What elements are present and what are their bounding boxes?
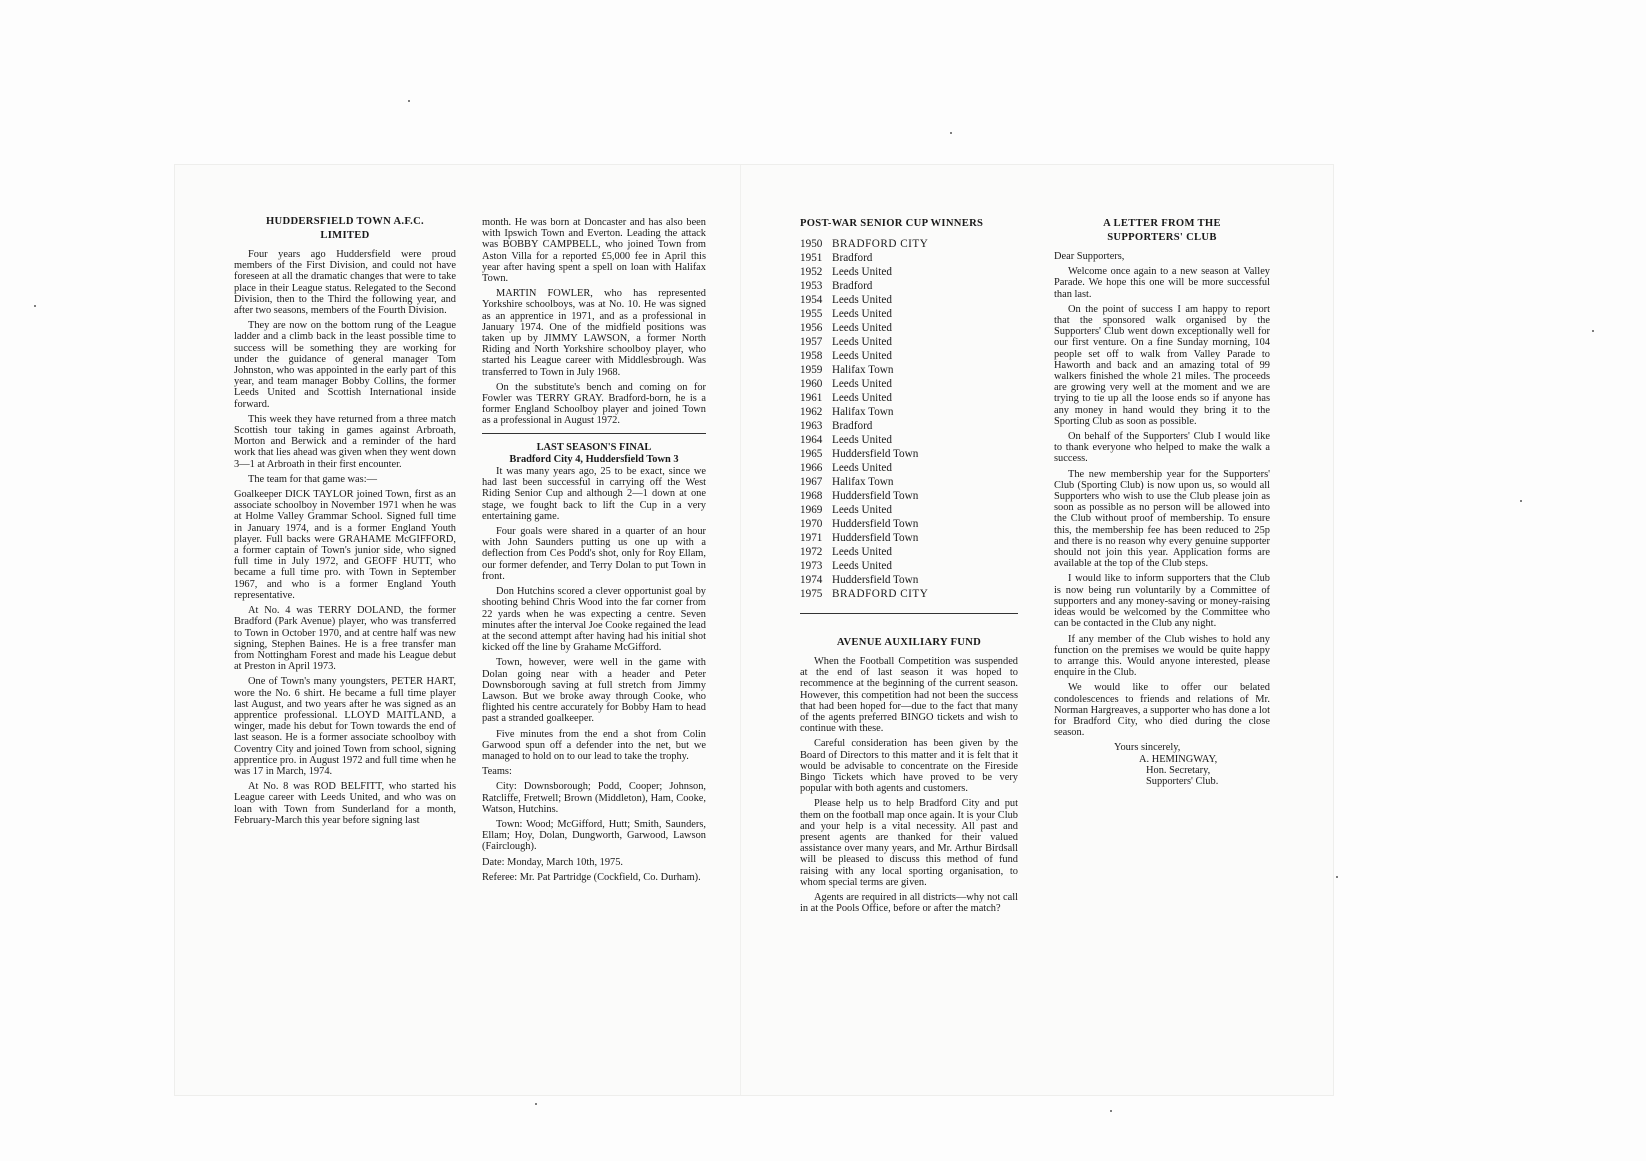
cup-winner-row xyxy=(800,335,1018,349)
page-fold xyxy=(740,165,741,1095)
column-final xyxy=(482,217,706,887)
paragraph: It was many years ago, 25 to be exact, since we had last been successful in carrying off the West Riding Senior Cup and although 2—1 down at one stage, we fought back to lift the Cup in a very entertaining game. xyxy=(482,466,706,522)
cup-winner-row xyxy=(800,265,1018,279)
paragraph: At No. 8 was ROD BELFITT, who started his League career with Leeds United, and who was on loan with Town from Sunderland for a month, February-March this year before signing last xyxy=(234,781,456,826)
column-letter xyxy=(1054,217,1270,787)
scan-speck xyxy=(1336,876,1338,878)
scan-speck xyxy=(34,305,36,307)
match-date: Date: Monday, March 10th, 1975. xyxy=(482,856,624,868)
cup-winner-year: 1951 xyxy=(800,252,823,264)
paragraph: Five minutes from the end a shot from Colin Garwood spun off a defender into the net, but we managed to hold on to our lead to take the trophy. xyxy=(482,728,706,762)
heading-line: SUPPORTERS' CLUB xyxy=(1107,232,1217,243)
cup-winner-year: 1969 xyxy=(800,504,823,516)
paragraph: month. He was born at Doncaster and has also been with Ipswich Town and Everton. Leading the attack was BOBBY CAMPBELL, who joined Town from Aston Villa for a reported £5,000 fee in April this year after having spent a spell on loan with Halifax Town. xyxy=(482,217,706,285)
cup-winner-team: Huddersfield Town xyxy=(832,490,919,502)
paragraph: Four goals were shared in a quarter of an hour with John Saunders putting us one up with a deflection from Ces Podd's shot, only for Roy Ellam, our former defender, and Terry Dolan to put Town in front. xyxy=(482,526,706,582)
cup-winner-year: 1956 xyxy=(800,322,823,334)
paragraph: On behalf of the Supporters' Club I would like to thank everyone who helped to make the walk a success. xyxy=(1054,431,1270,465)
section-divider xyxy=(800,613,1018,614)
cup-winner-row xyxy=(800,405,1018,419)
paragraph: At No. 4 was TERRY DOLAND, the former Bradford (Park Avenue) player, who was transferred to Town in October 1970, and at centre half was new signing, Stephen Baines. He is a free transfer man from Nottingham Forest and made his League debut at Preston in April 1973. xyxy=(234,605,456,673)
cup-winner-team: Halifax Town xyxy=(832,406,894,418)
cup-winner-year: 1958 xyxy=(800,350,823,362)
cup-winner-team: Leeds United xyxy=(832,294,892,306)
letter-heading xyxy=(1054,217,1270,245)
cup-winner-year: 1959 xyxy=(800,364,823,376)
cup-winner-year: 1972 xyxy=(800,546,823,558)
paragraph: Please help us to help Bradford City and put them on the football map once again. It is your Club and your help is a vital necessity. All past and present agents are thanked for their valued assistance over many years, and Mr. Arthur Birdsall will be pleased to discuss this method of fund raising with any local sporting organisation, to whom special terms are given. xyxy=(800,798,1018,888)
cup-winner-team: Halifax Town xyxy=(832,476,894,488)
scan-speck xyxy=(1520,500,1522,502)
paragraph: MARTIN FOWLER, who has represented Yorkshire schoolboys, was at No. 10. He was signed as an apprentice in 1971, and as a professional in January 1974. One of the midfield positions was taken up by JIMMY LAWSON, a former North Riding and North Yorkshire schoolboy player, who started his League career with Middlesbrough. Was transferred to Town in July 1968. xyxy=(482,288,706,378)
signature-title: Hon. Secretary, xyxy=(1146,764,1211,776)
cup-winner-row xyxy=(800,293,1018,307)
cup-winner-row xyxy=(800,489,1018,503)
cup-winner-row xyxy=(800,559,1018,573)
town-lineup: Town: Wood; McGifford, Hutt; Smith, Saunders, Ellam; Hoy, Dolan, Dungworth, Garwood, Lawson (Fairclough). xyxy=(482,818,706,853)
cup-winner-year: 1971 xyxy=(800,532,823,544)
letter-salutation: Dear Supporters, xyxy=(1054,251,1125,262)
cup-winner-row xyxy=(800,363,1018,377)
cup-winner-year: 1961 xyxy=(800,392,823,404)
cup-winner-year: 1965 xyxy=(800,448,823,460)
cup-winner-row xyxy=(800,391,1018,405)
cup-winner-team: Huddersfield Town xyxy=(832,532,919,544)
cup-winner-year: 1966 xyxy=(800,462,823,474)
paragraph: Don Hutchins scored a clever opportunist goal by shooting behind Chris Wood into the far corner from 22 yards when he was expecting a centre. Seven minutes after the interval Joe Cooke regained the lead at the second attempt after having had his initial shot kicked off the line by Grahame McGifford. xyxy=(482,586,706,654)
teams-label: Teams: xyxy=(482,766,512,778)
cup-winner-row xyxy=(800,531,1018,545)
cup-winner-year: 1953 xyxy=(800,280,823,292)
cup-winner-year: 1960 xyxy=(800,378,823,390)
cup-winners-list xyxy=(800,237,1018,601)
paragraph: One of Town's many youngsters, PETER HART, wore the No. 6 shirt. He became a full time player last August, and two years after he was signed as an apprentice professional. LLOYD MAITLAND, a winger, made his debut for Town towards the end of last season. He is a former associate schoolboy with Coventry City and joined Town from school, signing apprentice pro. in August 1972 and full time when he was 17 in March, 1974. xyxy=(234,676,456,777)
cup-winner-row xyxy=(800,503,1018,517)
article-heading xyxy=(234,215,456,243)
cup-winner-year: 1952 xyxy=(800,266,823,278)
heading-line: LIMITED xyxy=(320,230,370,241)
cup-winner-team: Halifax Town xyxy=(832,364,894,376)
scan-speck xyxy=(1592,330,1594,332)
cup-winner-row xyxy=(800,419,1018,433)
cup-winner-row xyxy=(800,461,1018,475)
paragraph: Welcome once again to a new season at Valley Parade. We hope this one will be more successful than last. xyxy=(1054,266,1270,300)
column-huddersfield xyxy=(234,215,456,830)
cup-winners-heading: POST-WAR SENIOR CUP WINNERS xyxy=(800,218,984,229)
cup-winner-team: Leeds United xyxy=(832,308,892,320)
cup-winner-year: 1955 xyxy=(800,308,823,320)
fund-heading: AVENUE AUXILIARY FUND xyxy=(836,637,982,648)
paragraph: They are now on the bottom rung of the League ladder and a climb back in the least possible time to success will be something they are working for under the guidance of general manager Tom Johnston, who was appointed in the early part of this year, and team manager Bobby Collins, the former Leeds United and Scottish International inside forward. xyxy=(234,320,456,410)
cup-winner-row xyxy=(800,475,1018,489)
cup-winner-team: Leeds United xyxy=(832,322,892,334)
match-referee: Referee: Mr. Pat Partridge (Cockfield, Co. Durham). xyxy=(482,871,701,883)
cup-winner-year: 1968 xyxy=(800,490,823,502)
paragraph: This week they have returned from a three match Scottish tour taking in games against Arbroath, Morton and Berwick and a reminder of the hard work that lies ahead was given when they went down 3—1 at Arbroath in their first encounter. xyxy=(234,413,456,470)
cup-winner-team: Leeds United xyxy=(832,504,892,516)
paragraph: On the substitute's bench and coming on for Fowler was TERRY GRAY. Bradford-born, he is a former England Schoolboy player and joined Town as a professional in August 1972. xyxy=(482,381,706,427)
letter-closing: Yours sincerely, xyxy=(1114,742,1181,754)
cup-winner-year: 1950 xyxy=(800,238,823,250)
cup-winner-year: 1963 xyxy=(800,420,823,432)
heading-line: A LETTER FROM THE xyxy=(1103,218,1221,229)
cup-winner-team: Bradford xyxy=(832,252,873,264)
cup-winner-year: 1974 xyxy=(800,574,823,586)
signature-title: Supporters' Club. xyxy=(1146,775,1219,787)
cup-winner-team: BRADFORD CITY xyxy=(832,238,929,250)
scan-speck xyxy=(408,100,410,102)
cup-winner-team: Huddersfield Town xyxy=(832,448,919,460)
cup-winner-row xyxy=(800,349,1018,363)
cup-winner-year: 1975 xyxy=(800,588,823,600)
cup-winner-team: Huddersfield Town xyxy=(832,518,919,530)
paragraph: Agents are required in all districts—why not call in at the Pools Office, before or after the match? xyxy=(800,892,1018,915)
cup-winner-row xyxy=(800,433,1018,447)
paragraph: Goalkeeper DICK TAYLOR joined Town, first as an associate schoolboy in November 1971 when he was at Holme Valley Grammar School. Signed full time in January 1974, and is a former England Youth player. Full backs were GRAHAME McGIFFORD, a former captain of Town's junior side, who signed full time in July 1972, and GEOFF HUTT, who became a full time pro. with Town in September 1967, and who is a former England Youth representative. xyxy=(234,489,456,601)
scan-speck xyxy=(950,132,952,134)
cup-winner-team: Huddersfield Town xyxy=(832,574,919,586)
cup-winner-team: Leeds United xyxy=(832,392,892,404)
paragraph: The new membership year for the Supporters' Club (Sporting Club) is now upon us, so would all Supporters who wish to use the Club please join as soon as possible as no person will be allowed into the Club without proof of membership. To ensure this, the membership fee has been reduced to 25p and there is no reason why every genuine supporter should not join this year. Application forms are available at the top of the Club steps. xyxy=(1054,468,1270,570)
section-heading: LAST SEASON'S FINAL xyxy=(536,441,652,453)
cup-winner-team: Leeds United xyxy=(832,266,892,278)
section-divider xyxy=(482,433,706,434)
paragraph: The team for that game was:— xyxy=(248,473,377,485)
cup-winner-team: Bradford xyxy=(832,420,873,432)
paragraph: On the point of success I am happy to report that the sponsored walk organised by the Supporters' Club went down exceptionally well for our first venture. On a fine Sunday morning, 104 people set off to walk from Valley Parade to Haworth and back and an amazing total of 99 walkers finished the whole 21 miles. The proceeds are growing very well at the moment and we are trying to tie up all the loose ends so if anyone has any money in hand would they bring it to the Sporting Club as soon as possible. xyxy=(1054,303,1270,427)
cup-winner-team: Leeds United xyxy=(832,462,892,474)
city-lineup: City: Downsborough; Podd, Cooper; Johnson, Ratcliffe, Fretwell; Brown (Middleton), Ham, Cooke, Watson, Hutchins. xyxy=(482,781,706,815)
signature-name: A. HEMINGWAY, xyxy=(1139,753,1218,765)
paragraph: I would like to inform supporters that the Club is now being run voluntarily by a Committee of supporters and any money-saving or money-raising ideas would be welcomed by the Committee who can be contacted in the Club any night. xyxy=(1054,573,1270,630)
cup-winner-row xyxy=(800,251,1018,265)
cup-winner-team: Leeds United xyxy=(832,560,892,572)
paragraph: When the Football Competition was suspended at the end of last season it was hoped to recommence at the beginning of the current season. However, this competition had not been the success that had been hoped for—due to the fact that many of the agents preferred BINGO tickets and wish to continue with these. xyxy=(800,656,1018,735)
cup-winner-team: Leeds United xyxy=(832,336,892,348)
cup-winner-year: 1962 xyxy=(800,406,823,418)
cup-winner-year: 1954 xyxy=(800,294,823,306)
cup-winner-year: 1973 xyxy=(800,560,823,572)
cup-winner-row xyxy=(800,447,1018,461)
column-cup-and-fund xyxy=(800,217,1018,918)
cup-winner-row xyxy=(800,279,1018,293)
cup-winner-team: Leeds United xyxy=(832,378,892,390)
paragraph: Four years ago Huddersfield were proud members of the First Division, and could not have foreseen at all the dramatic changes that were to take place in their League status. Relegated to the Second Division, then to the Third the following year, and after two seasons, members of the Fourth Division. xyxy=(234,249,456,317)
paragraph: We would like to offer our belated condolescences to friends and relations of Mr. Norman Hargreaves, a supporter who has done a lot for Bradford City, who died during the close season. xyxy=(1054,682,1270,739)
paragraph: Town, however, were well in the game with Dolan going near with a header and Peter Downsborough saving at full stretch from Jimmy Lawson. But we broke away through Cooke, who flighted his centre accurately for Bobby Ham to head past a stranded goalkeeper. xyxy=(482,657,706,725)
cup-winner-year: 1964 xyxy=(800,434,823,446)
paragraph: Careful consideration has been given by the Board of Directors to this matter and it is felt that it would be advisable to concentrate on the Fireside Bingo Tickets which have proved to be very popular with both agents and customers. xyxy=(800,738,1018,795)
cup-winner-team: Leeds United xyxy=(832,350,892,362)
cup-winner-year: 1967 xyxy=(800,476,823,488)
cup-winner-row xyxy=(800,377,1018,391)
heading-line: HUDDERSFIELD TOWN A.F.C. xyxy=(266,216,424,227)
cup-winner-team: BRADFORD CITY xyxy=(832,588,929,600)
cup-winner-row xyxy=(800,307,1018,321)
cup-winner-year: 1957 xyxy=(800,336,823,348)
paragraph: If any member of the Club wishes to hold any function on the premises we would be quite happy to arrange this. Would anyone interested, please enquire in the Club. xyxy=(1054,633,1270,679)
cup-winner-team: Bradford xyxy=(832,280,873,292)
scan-speck xyxy=(1110,1110,1112,1112)
cup-winner-year: 1970 xyxy=(800,518,823,530)
scan-speck xyxy=(535,1103,537,1105)
cup-winner-row xyxy=(800,237,1018,251)
cup-winner-row xyxy=(800,321,1018,335)
cup-winner-row xyxy=(800,573,1018,587)
cup-winner-row xyxy=(800,545,1018,559)
match-result: Bradford City 4, Huddersfield Town 3 xyxy=(509,453,679,465)
cup-winner-row xyxy=(800,587,1018,601)
cup-winner-team: Leeds United xyxy=(832,546,892,558)
cup-winner-row xyxy=(800,517,1018,531)
cup-winner-team: Leeds United xyxy=(832,434,892,446)
